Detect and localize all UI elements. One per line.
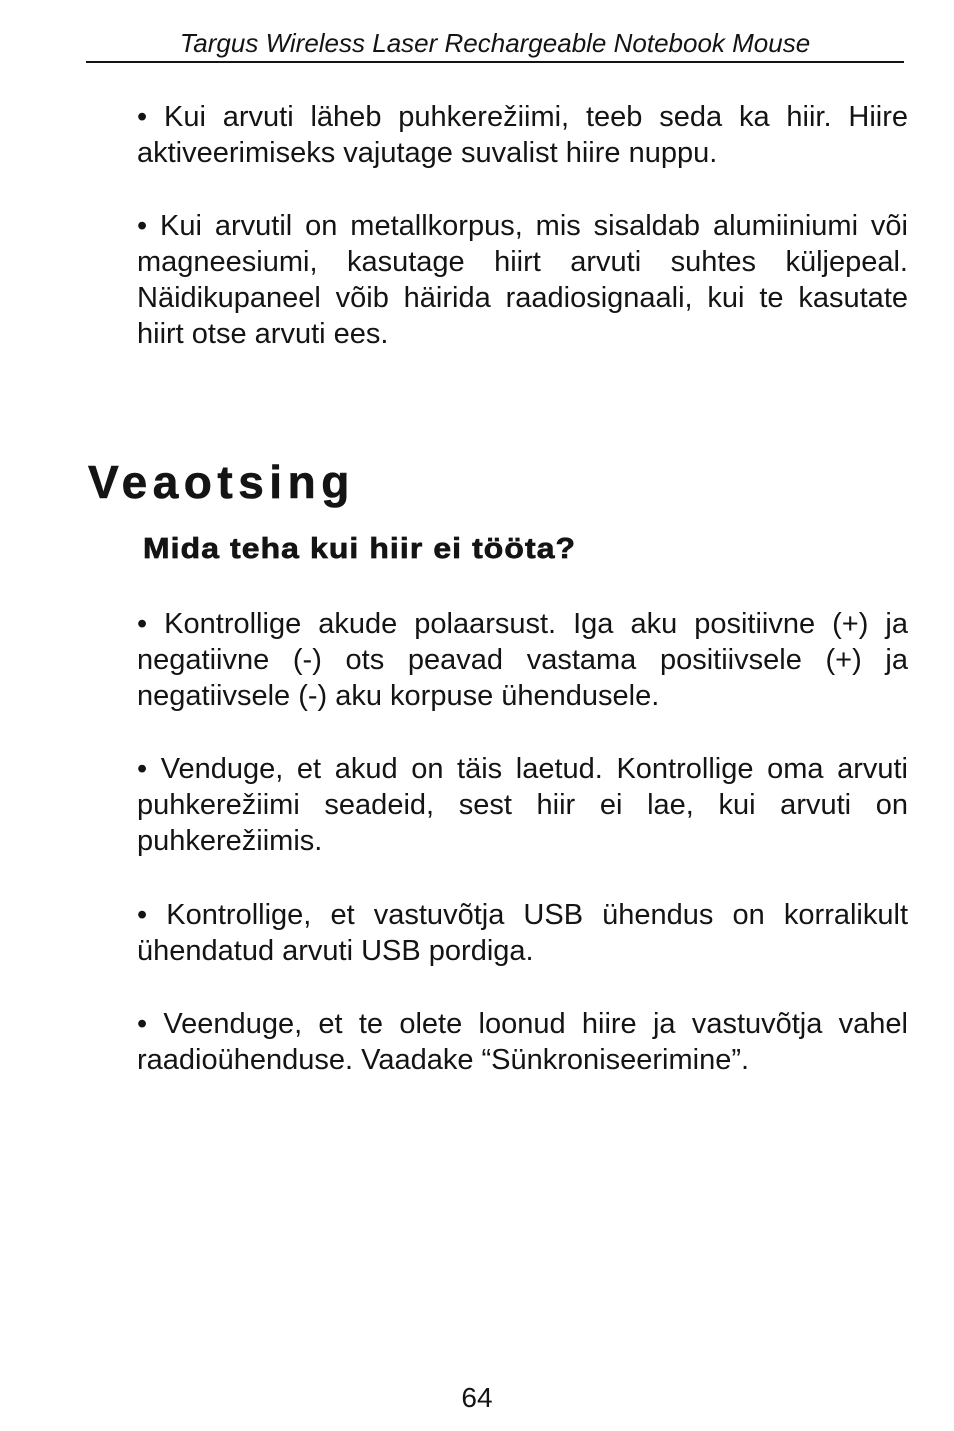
paragraph-line: aktiveerimiseks vajutage suvalist hiire nuppu. (137, 137, 718, 169)
bullet-paragraph (137, 99, 908, 171)
page-number: 64 (461, 1382, 493, 1413)
bullet-paragraph (137, 606, 908, 714)
paragraph-line: • Kui arvutil on metallkorpus, mis sisaldab alumiiniumi või (137, 210, 908, 242)
paragraph-line: negatiivne (-) ots peavad vastama positiivsele (+) ja (137, 644, 908, 676)
paragraph-line: • Kontrollige akude polaarsust. Iga aku positiivne (+) ja (137, 608, 908, 640)
paragraph-line: negatiivsele (-) aku korpuse ühendusele. (137, 680, 660, 712)
paragraph-line: raadioühenduse. Vaadake “Sünkroniseerimine”. (137, 1044, 750, 1076)
paragraph-line: • Kui arvuti läheb puhkerežiimi, teeb seda ka hiir. Hiire (137, 101, 908, 133)
paragraph-line: • Venduge, et akud on täis laetud. Kontrollige oma arvuti (137, 753, 908, 785)
paragraph-line: ühendatud arvuti USB pordiga. (137, 935, 534, 967)
bullet-paragraph (137, 897, 908, 969)
paragraph-line: puhkerežiimi seadeid, sest hiir ei lae, kui arvuti on (137, 789, 908, 821)
paragraph-line: Näidikupaneel võib häirida raadiosignaali, kui te kasutate (137, 282, 908, 314)
paragraph-line: magneesiumi, kasutage hiirt arvuti suhtes küljepeal. (137, 246, 908, 278)
bullet-paragraph (137, 1006, 908, 1078)
paragraph-line: • Veenduge, et te olete loonud hiire ja vastuvõtja vahel (137, 1008, 908, 1040)
bullet-paragraph (137, 208, 908, 352)
paragraph-line: puhkerežiimis. (137, 825, 323, 857)
section-subtitle: Mida teha kui hiir ei tööta? (143, 533, 577, 565)
paragraph-line: • Kontrollige, et vastuvõtja USB ühendus on korralikult (137, 899, 908, 931)
header-rule (86, 61, 904, 63)
bullet-paragraph (137, 751, 908, 859)
paragraph-line: hiirt otse arvuti ees. (137, 318, 389, 350)
section-title: Veaotsing (88, 456, 355, 508)
running-header: Targus Wireless Laser Rechargeable Notebook Mouse (179, 28, 811, 58)
